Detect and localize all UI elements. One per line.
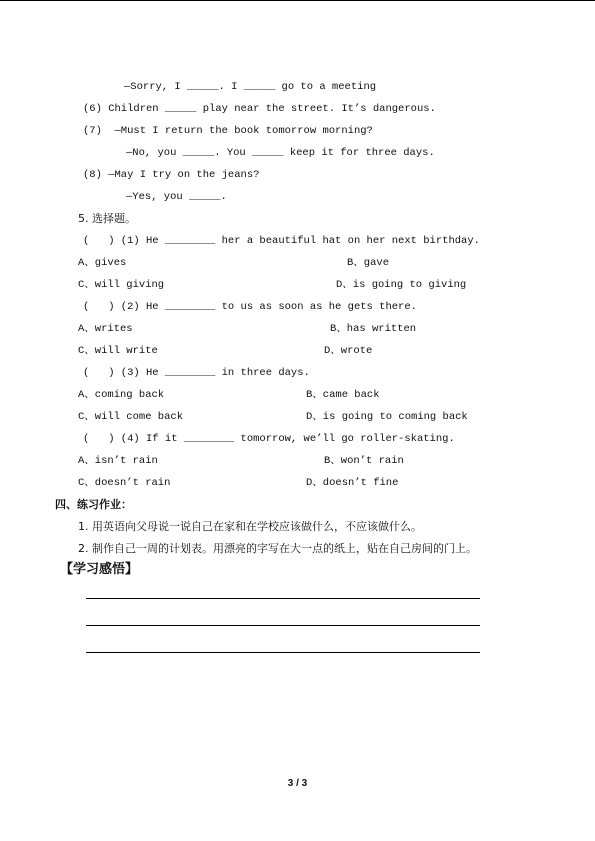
homework-item-2: 2. 制作自己一周的计划表。用漂亮的字写在大一点的纸上，贴在自己房间的门上。 [78, 542, 477, 555]
section-heading: 5. 选择题。 [78, 212, 136, 225]
dialogue-line: —Yes, you _____. [126, 191, 227, 203]
option-d: D、doesn’t fine [306, 477, 399, 489]
dialogue-line: —Sorry, I _____. I _____ go to a meeting [124, 81, 377, 93]
mc-question-4: ( ) (4) If it ________ tomorrow, we’ll go roller-skating. [83, 433, 455, 445]
mc-question-2: ( ) (2) He ________ to us as soon as he gets there. [83, 301, 417, 313]
option-d: D、is going to giving [336, 279, 467, 291]
option-b: B、gave [347, 257, 390, 269]
page-number: 3 / 3 [287, 778, 308, 789]
mc-question-1: ( ) (1) He ________ her a beautiful hat on her next birthday. [83, 235, 480, 247]
writing-line-3 [86, 652, 480, 653]
section-4-heading: 四、练习作业： [55, 498, 132, 511]
option-c: C、doesn’t rain [78, 477, 171, 489]
writing-line-2 [86, 625, 480, 626]
reflection-heading: 【学习感悟】 [60, 562, 139, 577]
option-a: A、coming back [78, 389, 165, 401]
question-6: (6) Children _____ play near the street. It’s dangerous. [83, 103, 436, 115]
option-a: A、writes [78, 323, 133, 335]
question-8: (8) —May I try on the jeans? [83, 169, 260, 181]
page-top-border [0, 0, 595, 1]
homework-item-1: 1. 用英语向父母说一说自己在家和在学校应该做什么，不应该做什么。 [78, 520, 422, 533]
option-b: B、has written [330, 323, 417, 335]
question-7: (7) —Must I return the book tomorrow morning? [83, 125, 373, 137]
option-b: B、won’t rain [324, 455, 404, 467]
writing-line-1 [86, 598, 480, 599]
option-c: C、will giving [78, 279, 165, 291]
option-c: C、will come back [78, 411, 184, 423]
option-a: A、gives [78, 257, 127, 269]
option-b: B、came back [306, 389, 380, 401]
mc-question-3: ( ) (3) He ________ in three days. [83, 367, 310, 379]
dialogue-line: —No, you _____. You _____ keep it for three days. [126, 147, 435, 159]
option-d: D、is going to coming back [306, 411, 468, 423]
option-d: D、wrote [324, 345, 373, 357]
option-c: C、will write [78, 345, 158, 357]
option-a: A、isn’t rain [78, 455, 158, 467]
